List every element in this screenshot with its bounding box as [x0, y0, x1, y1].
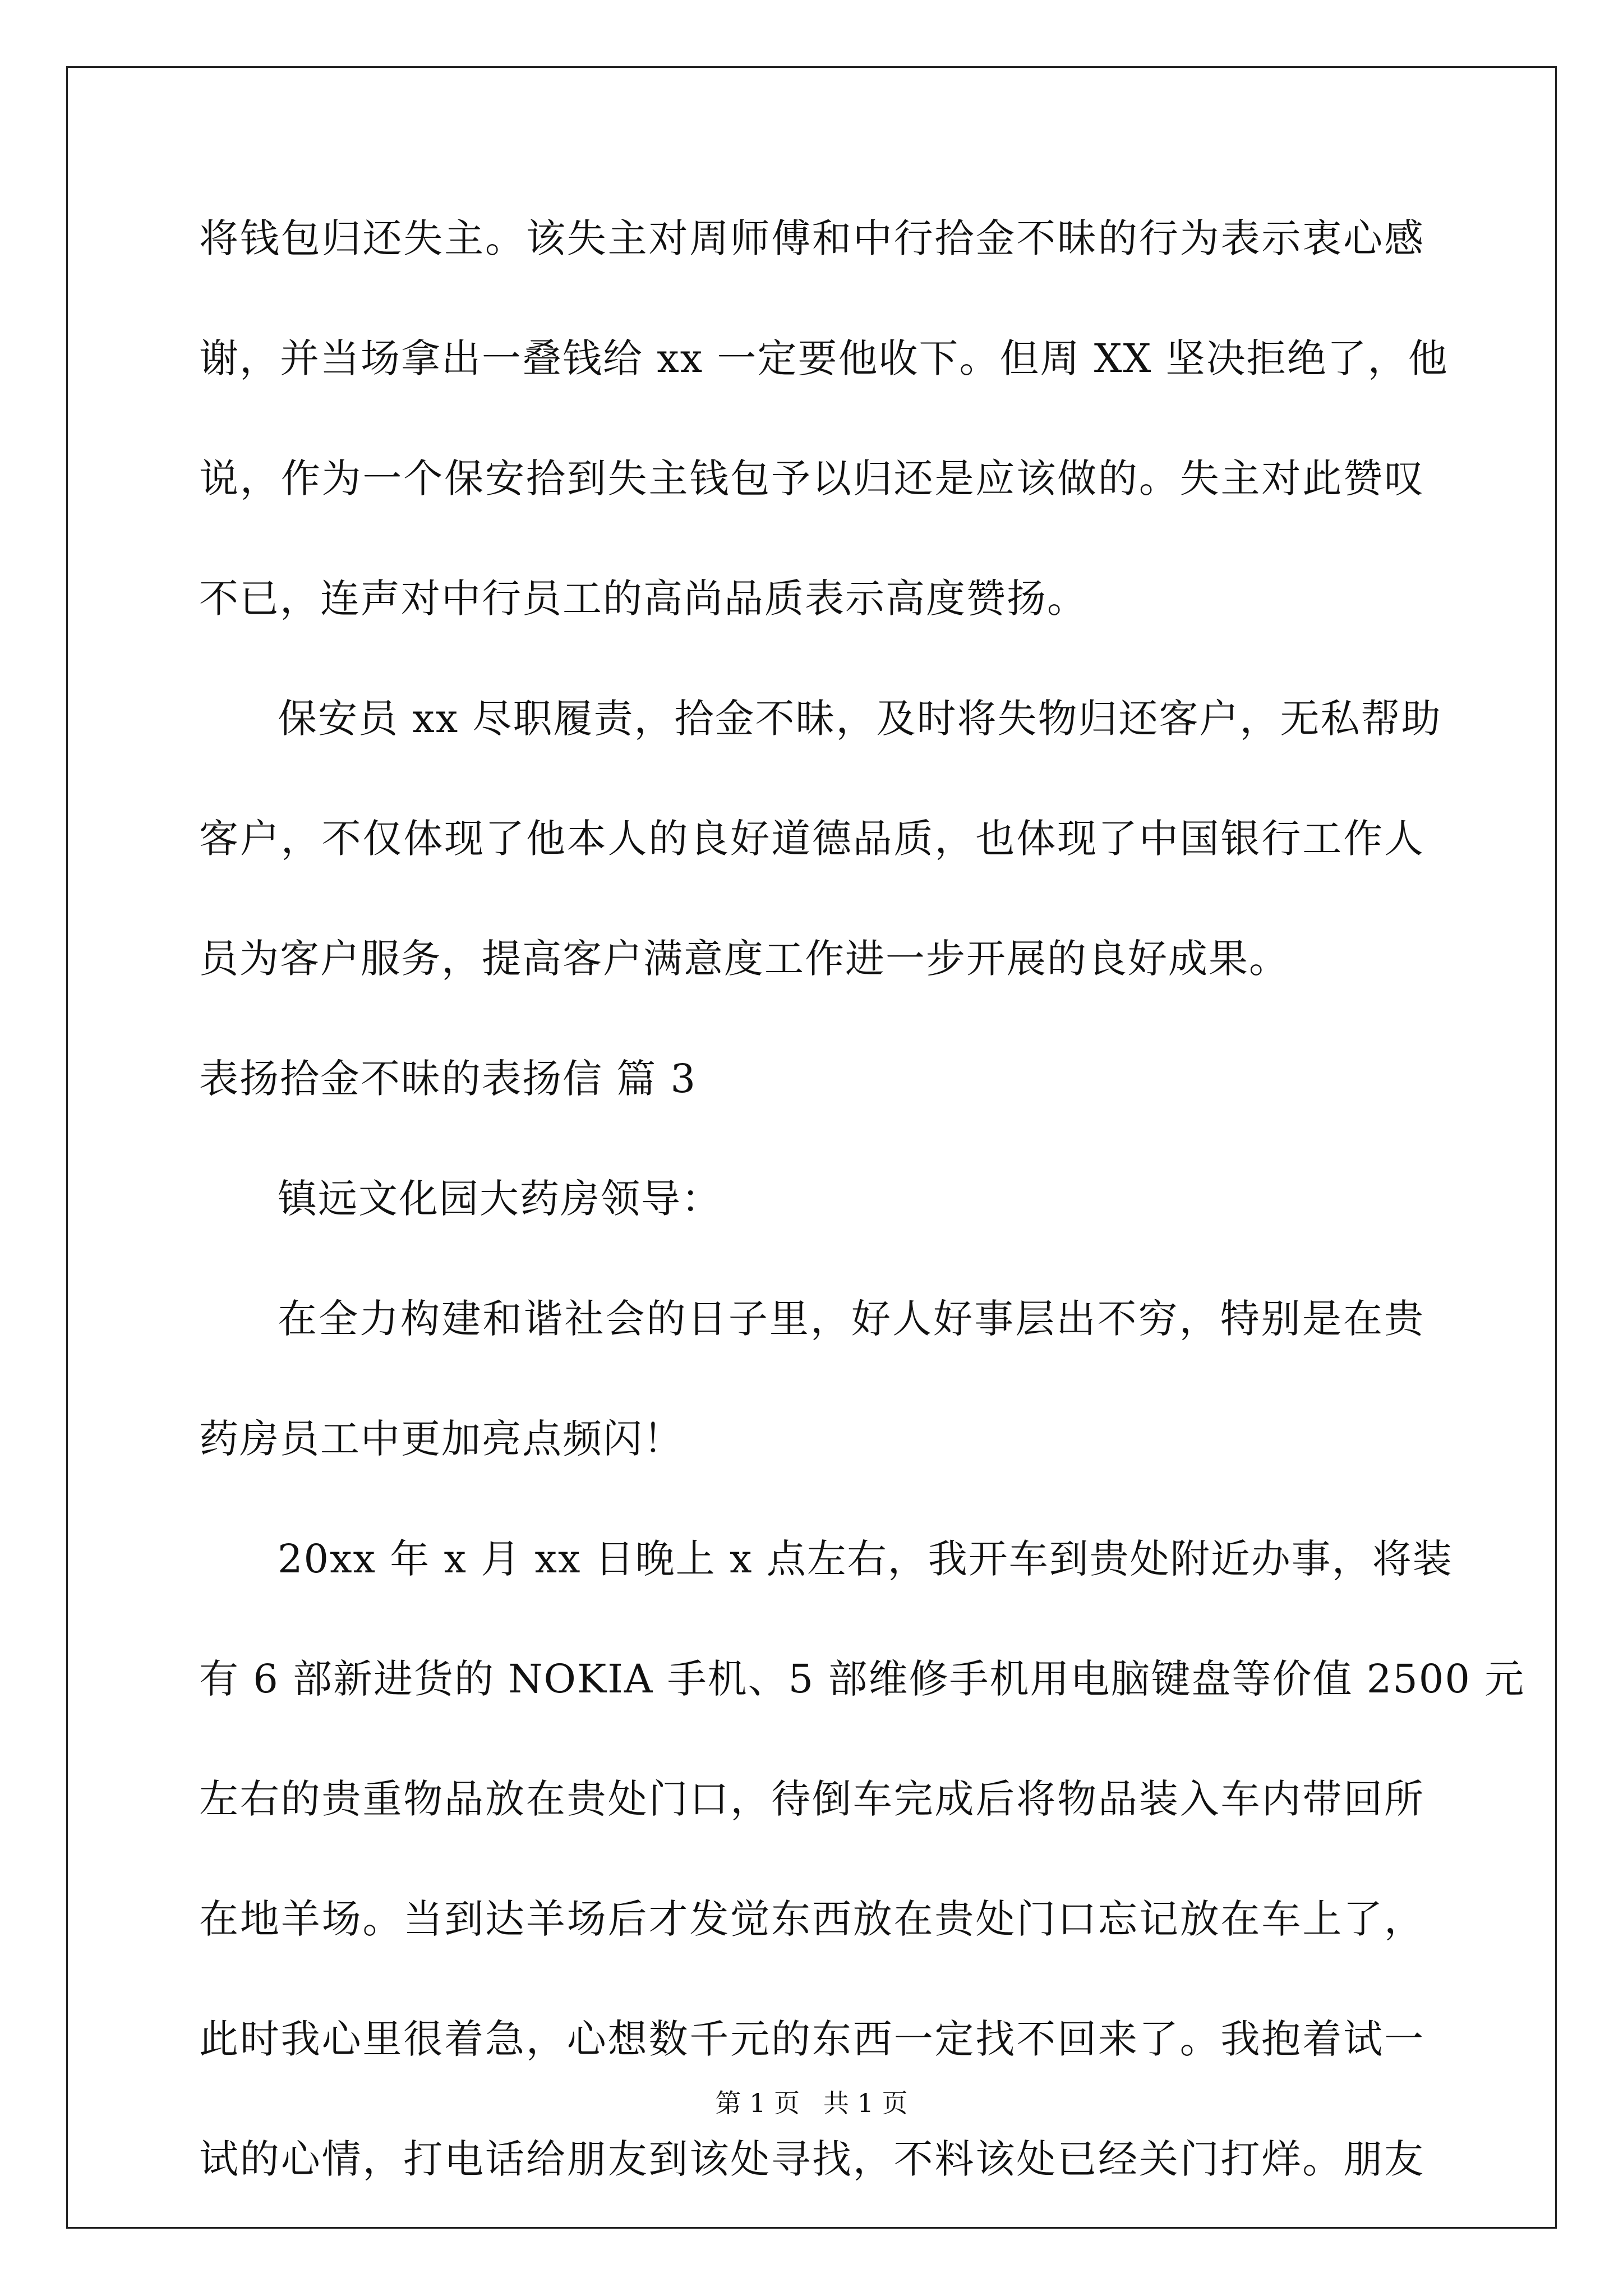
text-line: 不已，连声对中行员工的高尚品质表示高度赞扬。: [199, 576, 1087, 622]
text-line: 说，作为一个保安拾到失主钱包予以归还是应该做的。失主对此赞叹: [199, 455, 1424, 501]
page-number: 第 1 页: [715, 2088, 800, 2118]
text-line: 保安员 xx 尽职履责，拾金不昧，及时将失物归还客户，无私帮助: [278, 696, 1442, 742]
text-line: 在地羊场。当到达羊场后才发觉东西放在贵处门口忘记放在车上了，: [199, 1896, 1424, 1942]
text-line: 左右的贵重物品放在贵处门口，待倒车完成后将物品装入车内带回所: [199, 1776, 1424, 1822]
text-line: 20xx 年 x 月 xx 日晚上 x 点左右，我开车到贵处附近办事，将装: [278, 1536, 1453, 1582]
text-line: 有 6 部新进货的 NOKIA 手机、5 部维修手机用电脑键盘等价值 2500 元: [199, 1656, 1525, 1702]
text-line: 试的心情，打电话给朋友到该处寻找，不料该处已经关门打烊。朋友: [199, 2136, 1424, 2182]
section-heading: 表扬拾金不昧的表扬信 篇 3: [199, 1056, 697, 1102]
salutation: 镇远文化园大药房领导：: [278, 1176, 722, 1222]
document-body: [199, 215, 1525, 2182]
text-line: 谢，并当场拿出一叠钱给 xx 一定要他收下。但周 XX 坚决拒绝了，他: [199, 335, 1449, 381]
page-footer: [0, 2088, 1623, 2118]
text-line: 员为客户服务，提高客户满意度工作进一步开展的良好成果。: [199, 936, 1289, 982]
text-line: 此时我心里很着急，心想数千元的东西一定找不回来了。我抱着试一: [199, 2016, 1424, 2062]
text-line: 药房员工中更加亮点频闪！: [199, 1416, 684, 1462]
text-line: 将钱包归还失主。该失主对周师傅和中行拾金不昧的行为表示衷心感: [199, 215, 1424, 261]
text-line: 客户，不仅体现了他本人的良好道德品质，也体现了中国银行工作人: [199, 816, 1424, 862]
text-line: 在全力构建和谐社会的日子里，好人好事层出不穷，特别是在贵: [278, 1296, 1424, 1342]
page-total: 共 1 页: [823, 2088, 908, 2118]
